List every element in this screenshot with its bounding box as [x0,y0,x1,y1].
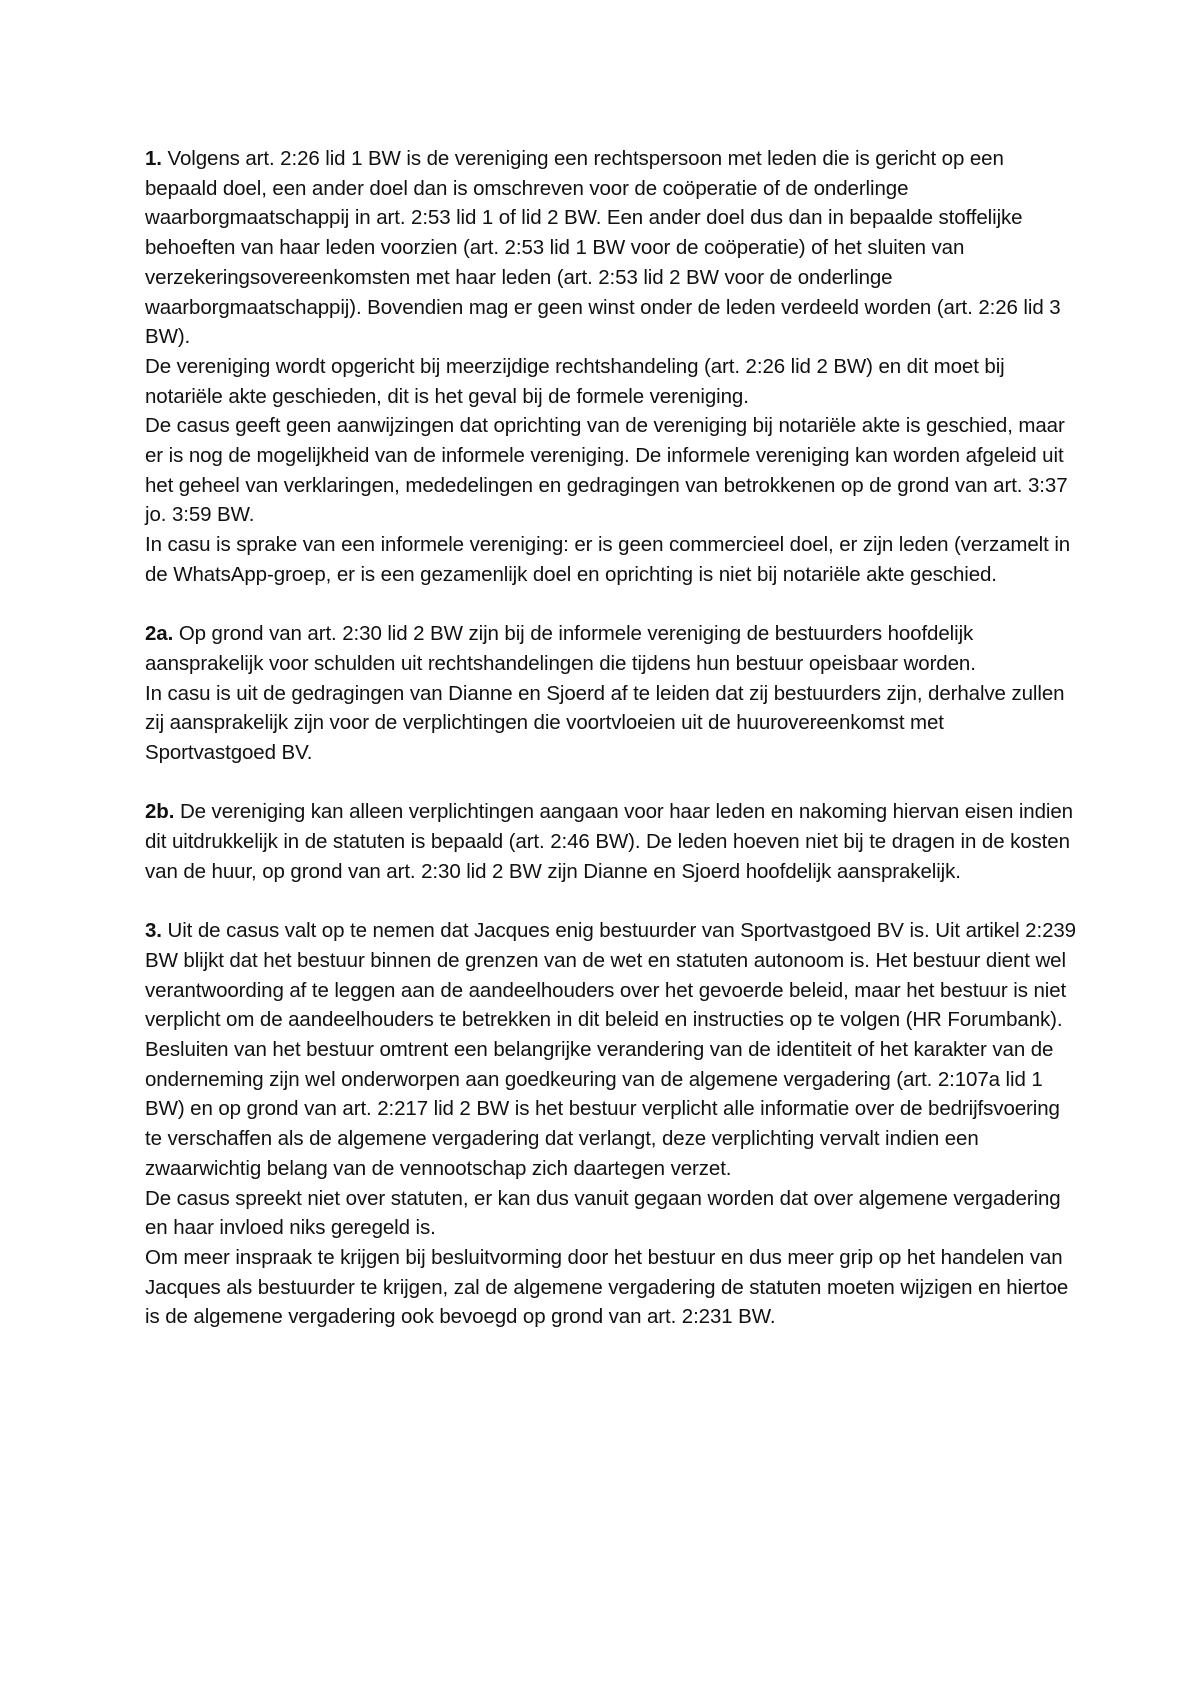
paragraph [145,797,1080,886]
paragraph [145,916,1080,1035]
paragraph-text: De vereniging wordt opgericht bij meerzijdige rechtshandeling (art. 2:26 lid 2 BW) en dit moet bij notariële akte geschieden, dit is het geval bij de formele vereniging. [145,354,1005,408]
paragraph-text: In casu is sprake van een informele vereniging: er is geen commercieel doel, er zijn leden (verzamelt in de WhatsApp-groep, er is een gezamenlijk doel en oprichting is niet bij notariële akte geschied. [145,533,1071,586]
paragraph-text: De vereniging kan alleen verplichtingen aangaan voor haar leden en nakoming hiervan eisen indien dit uitdrukkelijk in de statuten is bepaald (art. 2:46 BW). De leden hoeven niet bij te dragen in de kosten van de huur, op grond van art. 2:30 lid 2 BW zijn Dianne en Sjoerd hoofdelijk aansprakelijk. [145,800,1073,883]
paragraph [145,144,1080,352]
paragraph-text: In casu is uit de gedragingen van Dianne en Sjoerd af te leiden dat zij bestuurders zijn, derhalve zullen zij aansprakelijk zijn voor de verplichtingen die voortvloeien uit de huurovereenkomst met Sportvastgoed BV. [145,681,1065,765]
paragraph [145,1035,1080,1184]
paragraph [145,619,1080,678]
paragraph-text: De casus geeft geen aanwijzingen dat oprichting van de vereniging bij notariële akte is geschied, maar er is nog de mogelijkheid van de informele vereniging. De informele vereniging kan worden afgeleid uit het geheel van verklaringen, mededelingen en gedragingen van betrokkenen op de grond van art. 3:37 jo. 3:59 BW. [145,414,1068,527]
paragraph [145,1243,1080,1332]
paragraph [145,352,1080,411]
section-number: 2a. [145,622,174,646]
paragraph [145,411,1080,530]
paragraph-text: Uit de casus valt op te nemen dat Jacques enig bestuurder van Sportvastgoed BV is. Uit artikel 2:239 BW blijkt dat het bestuur binnen de grenzen van de wet en statuten autonoom is. Het bestuur dient wel verantwoording af te leggen aan de aandeelhouders over het gevoerde beleid, maar het bestuur is niet verplicht om de aandeelhouders te betrekken in dit beleid en instructies op te volgen (HR Forumbank). [145,919,1076,1032]
paragraph-text: Besluiten van het bestuur omtrent een belangrijke verandering van de identiteit of het karakter van de onderneming zijn wel onderworpen aan goedkeuring van de algemene vergadering (art. 2:107a lid 1 BW) en op grond van art. 2:217 lid 2 BW is het bestuur verplicht alle informatie over de bedrijfsvoering te verschaffen als de algemene vergadering dat verlangt, deze verplichting vervalt indien een zwaarwichtig belang van de vennootschap zich daartegen verzet. [145,1038,1060,1180]
section-2a [145,619,1080,768]
section-2b [145,797,1080,886]
paragraph-text: Volgens art. 2:26 lid 1 BW is de vereniging een rechtspersoon met leden die is gericht op een bepaald doel, een ander doel dan is omschreven voor de coöperatie of de onderlinge waarborgmaatschappij in art. 2:53 lid 1 of lid 2 BW. Een ander doel dus dan in bepaalde stoffelijke behoeften van haar leden voorzien (art. 2:53 lid 1 BW voor de coöperatie) of het sluiten van verzekeringsovereenkomsten met haar leden (art. 2:53 lid 2 BW voor de onderlinge waarborgmaatschappij). Bovendien mag er geen winst onder de leden verdeeld worden (art. 2:26 lid 3 BW). [145,147,1061,349]
paragraph-text: Om meer inspraak te krijgen bij besluitvorming door het bestuur en dus meer grip op het handelen van Jacques als bestuurder te krijgen, zal de algemene vergadering de statuten moeten wijzigen en hiertoe is de algemene vergadering ook bevoegd op grond van art. 2:231 BW. [145,1245,1069,1329]
paragraph [145,530,1080,589]
paragraph [145,679,1080,768]
document-body [145,144,1080,1332]
paragraph-text: Op grond van art. 2:30 lid 2 BW zijn bij de informele vereniging de bestuurders hoofdelijk aansprakelijk voor schulden uit rechtshandelingen die tijdens hun bestuur opeisbaar worden. [145,622,976,675]
section-3 [145,916,1080,1332]
section-1 [145,144,1080,590]
paragraph-text: De casus spreekt niet over statuten, er kan dus vanuit gegaan worden dat over algemene vergadering en haar invloed niks geregeld is. [145,1186,1061,1240]
section-number: 3. [145,919,162,943]
section-number: 2b. [145,800,175,824]
paragraph [145,1184,1080,1243]
section-number: 1. [145,147,162,170]
